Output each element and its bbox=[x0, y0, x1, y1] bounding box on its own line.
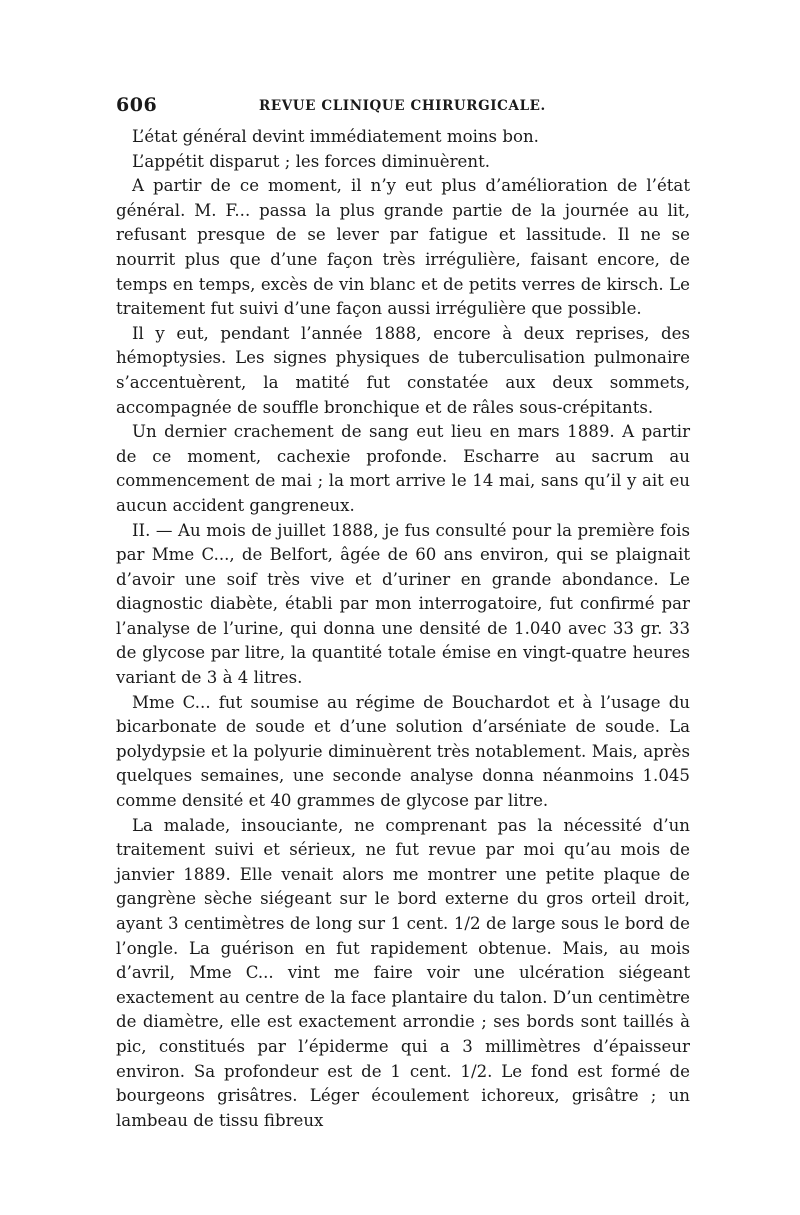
body-text bbox=[116, 125, 690, 1133]
paragraph: Un dernier crachement de sang eut lieu en mars 1889. A partir de ce moment, cachexie profonde. Escharre au sacrum au commencement de mai ; la mort arrive le 14 mai, sans qu’il y ait eu aucun accident gangreneux. bbox=[116, 422, 690, 515]
paragraph: Il y eut, pendant l’année 1888, encore à deux reprises, des hémoptysies. Les signes physiques de tuberculisation pulmonaire s’accentuèrent, la matité fut constatée aux deux sommets, accompagnée de souffle bronchique et de râles sous-crépitants. bbox=[116, 323, 690, 417]
running-title: REVUE CLINIQUE CHIRURGICALE. bbox=[259, 98, 546, 114]
paragraph: L’état général devint immédiatement moins bon. bbox=[132, 127, 539, 146]
page bbox=[116, 94, 690, 1133]
page-header bbox=[116, 94, 690, 124]
paragraph: Mme C... fut soumise au régime de Bouchardot et à l’usage du bicarbonate de soude et d’une solution d’arséniate de soude. La polydypsie et la polyurie diminuèrent très notablement. Mais, après quelques semaines, une seconde analyse donna néanmoins 1.045 comme densité et 40 grammes de glycose par litre. bbox=[116, 692, 690, 811]
paragraph: L’appétit disparut ; les forces diminuèrent. bbox=[132, 151, 491, 171]
page-number: 606 bbox=[116, 94, 158, 116]
paragraph: II. — Au mois de juillet 1888, je fus consulté pour la première fois par Mme C..., de Belfort, âgée de 60 ans environ, qui se plaignait d’avoir une soif très vive et d’uriner en grande abondance. Le diagnostic diabète, établi par mon interrogatoire, fut confirmé par l’analyse de l’urine, qui donna une densité de 1.040 avec 33 gr. 33 de glycose par litre, la quantité totale émise en vingt-quatre heures variant de 3 à 4 litres. bbox=[116, 520, 690, 688]
paragraph: A partir de ce moment, il n’y eut plus d’amélioration de l’état général. M. F... passa la plus grande partie de la journée au lit, refusant presque de se lever par fatigue et lassitude. Il ne se nourrit plus que d’une façon très irrégulière, faisant encore, de temps en temps, excès de vin blanc et de petits verres de kirsch. Le traitement fut suivi d’une façon aussi irrégulière que possible. bbox=[116, 176, 690, 319]
paragraph: La malade, insouciante, ne comprenant pas la nécessité d’un traitement suivi et sérieux, ne fut revue par moi qu’au mois de janvier 1889. Elle venait alors me montrer une petite plaque de gangrène sèche siégeant sur le bord externe du gros orteil droit, ayant 3 centimètres de long sur 1 cent. 1/2 de large sous le bord de l’ongle. La guérison en fut rapidement obtenue. Mais, au mois d’avril, Mme C... vint me faire voir une ulcération siégeant exactement au centre de la face plantaire du talon. D’un centimètre de diamètre, elle est exactement arrondie ; ses bords sont taillés à pic, constitués par l’épiderme qui a 3 millimètres d’épaisseur environ. Sa profondeur est de 1 cent. 1/2. Le fond est formé de bourgeons grisâtres. Léger écoulement ichoreux, grisâtre ; un lambeau de tissu fibreux bbox=[116, 815, 690, 1130]
